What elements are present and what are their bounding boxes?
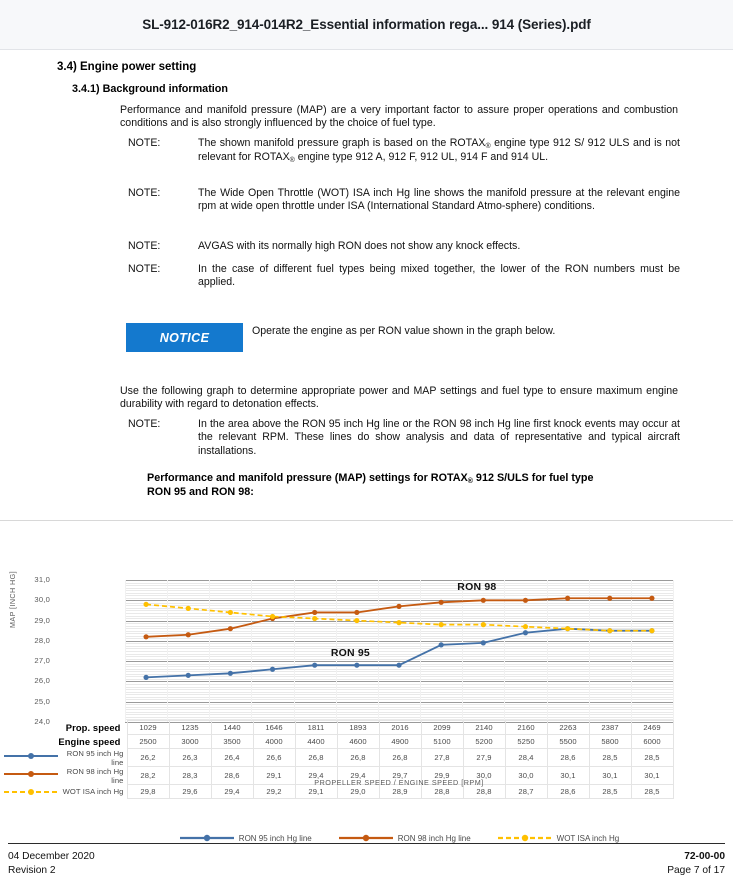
table-cell: 28,7 (505, 785, 547, 799)
table-cell: 1811 (295, 721, 337, 735)
chart-marker (312, 610, 317, 615)
chart-y-tick-label: 30,0 (34, 595, 50, 605)
footer-date: 04 December 2020 (8, 851, 95, 862)
chart-y-tick-label: 31,0 (34, 575, 50, 584)
legend-swatch-icon (2, 749, 60, 763)
footer-revision: Revision 2 (8, 865, 56, 876)
chart-marker (354, 663, 359, 668)
note-label: NOTE: (128, 418, 161, 430)
note-text: The shown manifold pressure graph is based on the $ROTAX_®$ engine type 912 S/ 912 ULS and is not relevant for $ROTAX_®$ engine type 912 A, 912 F, 912 UL, 914 F and 914 UL. (198, 137, 680, 165)
table-cell: 27,9 (463, 749, 505, 767)
table-cell: 28,5 (589, 785, 631, 799)
table-cell: 29,6 (169, 785, 211, 799)
table-cell: 5200 (463, 735, 505, 749)
chart-y-tick-label: 29,0 (34, 615, 50, 625)
table-row-label (0, 749, 127, 767)
table-cell: 4000 (253, 735, 295, 749)
table-cell: 26,4 (211, 749, 253, 767)
chart-marker (143, 675, 148, 680)
table-cell: 2140 (463, 721, 505, 735)
note-text: In the area above the RON 95 inch Hg line or the RON 98 inch Hg line first knock events may occur at the relevant RPM. These lines do show analysis and data of representative and typical aircraft installations. (198, 418, 680, 457)
note-label: NOTE: (128, 240, 161, 252)
map-chart-figure (0, 520, 733, 843)
chart-annotation-ron98: RON 98 (457, 581, 497, 594)
note-text: The Wide Open Throttle (WOT) ISA inch Hg line shows the manifold pressure at the relevant engine rpm at wide open throttle under ISA (International Standard Atmo-sphere) conditions. (198, 187, 680, 213)
chart-marker (481, 622, 486, 627)
notice-text: Operate the engine as per RON value shown in the graph below. (252, 325, 556, 337)
table-cell: 28,5 (631, 785, 673, 799)
chart-annotation-ron95: RON 95 (330, 647, 370, 660)
chart-series-layer (125, 580, 673, 722)
chart-marker (565, 596, 570, 601)
table-cell: 29,1 (253, 767, 295, 785)
footer-rule (8, 843, 725, 844)
intro-paragraph: Performance and manifold pressure (MAP) are a very important factor to assure proper operations and combustion conditions and is also strongly influenced by the choice of fuel type. (120, 104, 678, 130)
table-cell: 28,2 (127, 767, 169, 785)
chart-marker (523, 630, 528, 635)
table-cell: 28,6 (211, 767, 253, 785)
table-cell: 2016 (379, 721, 421, 735)
table-cell: 30,0 (505, 767, 547, 785)
note-text: AVGAS with its normally high RON does not show any knock effects. (198, 240, 521, 252)
table-cell: 30,0 (463, 767, 505, 785)
table-cell: 2263 (547, 721, 589, 735)
table-cell: 2500 (127, 735, 169, 749)
chart-marker (439, 600, 444, 605)
note-label: NOTE: (128, 187, 161, 199)
chart-marker (354, 618, 359, 623)
pdf-file-title: SL-912-016R2_914-014R2_Essential information rega... 914 (Series).pdf (142, 17, 591, 32)
table-row-label-text: RON 95 inch Hg line (66, 748, 124, 767)
table-cell: 28,9 (379, 785, 421, 799)
chart-marker (270, 667, 275, 672)
chart-marker (396, 663, 401, 668)
chart-marker (481, 598, 486, 603)
table-cell: 1235 (169, 721, 211, 735)
table-cell: 1893 (337, 721, 379, 735)
table-cell: 29,2 (253, 785, 295, 799)
legend-item-label: WOT ISA inch Hg (556, 833, 620, 843)
table-row-label: Prop. speed (65, 722, 121, 733)
legend-item-label: RON 95 inch Hg line (238, 833, 312, 843)
note-label: NOTE: (128, 137, 161, 149)
chart-marker (228, 671, 233, 676)
table-cell: 2469 (631, 721, 673, 735)
chart-y-tick-label: 26,0 (34, 676, 50, 686)
chart-marker (312, 663, 317, 668)
chart-marker (523, 598, 528, 603)
table-cell: 5800 (589, 735, 631, 749)
chart-marker (523, 624, 528, 629)
table-cell: 2160 (505, 721, 547, 735)
notice-label: NOTICE (159, 330, 210, 345)
table-row-label-text: RON 98 inch Hg line (66, 766, 124, 785)
table-cell: 28,8 (463, 785, 505, 799)
chart-marker (143, 634, 148, 639)
chart-x-axis-title: PROPELLER SPEED / ENGINE SPEED [RPM] (314, 778, 484, 787)
note-text: In the case of different fuel types being mixed together, the lower of the RON numbers must be applied. (198, 263, 680, 289)
table-cell: 27,8 (421, 749, 463, 767)
figure-caption-line-2: RON 95 and RON 98: (147, 486, 254, 498)
table-cell: 29,1 (295, 785, 337, 799)
legend-item-label: RON 98 inch Hg line (397, 833, 471, 843)
table-cell: 30,1 (589, 767, 631, 785)
chart-marker (186, 673, 191, 678)
table-cell: 29,7 (379, 767, 421, 785)
chart-marker (439, 642, 444, 647)
table-cell: 28,8 (421, 785, 463, 799)
table-cell: 28,6 (547, 749, 589, 767)
table-cell: 26,8 (379, 749, 421, 767)
document-page (0, 50, 733, 885)
chart-marker (354, 610, 359, 615)
table-row (0, 735, 673, 749)
table-cell: 29,4 (295, 767, 337, 785)
note-label: NOTE: (128, 263, 161, 275)
section-heading-3-4: 3.4) Engine power setting (57, 61, 197, 73)
legend-swatch-icon (2, 767, 60, 781)
chart-marker (439, 622, 444, 627)
table-cell: 26,3 (169, 749, 211, 767)
table-cell: 28,5 (589, 749, 631, 767)
chart-marker (607, 596, 612, 601)
table-cell: 1646 (253, 721, 295, 735)
table-row (0, 721, 673, 735)
chart-y-tick-label: 24,0 (34, 717, 50, 726)
table-cell: 26,2 (127, 749, 169, 767)
table-cell: 30,1 (631, 767, 673, 785)
footer-right (667, 850, 725, 878)
table-cell: 5100 (421, 735, 463, 749)
table-row-label (0, 785, 127, 799)
table-cell: 29,4 (337, 767, 379, 785)
table-cell: 1029 (127, 721, 169, 735)
chart-marker (649, 596, 654, 601)
chart-marker (396, 620, 401, 625)
table-cell: 28,3 (169, 767, 211, 785)
notice-badge (126, 323, 243, 352)
chart-plot-area (125, 580, 673, 722)
chart-marker (228, 626, 233, 631)
chart-y-tick-label: 25,0 (34, 696, 50, 706)
chart-marker (186, 606, 191, 611)
chart-marker (565, 626, 570, 631)
figure-top-rule (0, 520, 733, 521)
table-cell: 6000 (631, 735, 673, 749)
chart-line-0 (146, 629, 652, 678)
table-cell: 26,8 (337, 749, 379, 767)
table-cell: 29,9 (421, 767, 463, 785)
footer-left (8, 850, 95, 878)
table-cell: 4600 (337, 735, 379, 749)
chart-marker (228, 610, 233, 615)
footer-doc-number: 72-00-00 (684, 851, 725, 862)
chart-marker (649, 628, 654, 633)
table-cell: 2099 (421, 721, 463, 735)
chart-marker (143, 602, 148, 607)
chart-marker (481, 640, 486, 645)
footer-page-number: Page 7 of 17 (667, 865, 725, 876)
table-cell: 3000 (169, 735, 211, 749)
table-cell: 29,4 (211, 785, 253, 799)
table-cell: 26,6 (253, 749, 295, 767)
usage-paragraph: Use the following graph to determine appropriate power and MAP settings and fuel type to ensure maximum engine durability with regard to detonation effects. (120, 385, 678, 411)
chart-marker (607, 628, 612, 633)
table-cell: 4400 (295, 735, 337, 749)
table-cell: 1440 (211, 721, 253, 735)
chart-marker (270, 614, 275, 619)
table-cell: 26,8 (295, 749, 337, 767)
table-row (0, 749, 673, 767)
chart-y-axis-title: MAP [INCH HG] (8, 571, 17, 628)
table-cell: 3500 (211, 735, 253, 749)
table-cell: 28,6 (547, 785, 589, 799)
table-cell: 29,0 (337, 785, 379, 799)
table-cell: 5250 (505, 735, 547, 749)
table-cell: 30,1 (547, 767, 589, 785)
table-row-label: Engine speed (58, 736, 121, 747)
chart-marker (396, 604, 401, 609)
table-cell: 28,5 (631, 749, 673, 767)
pdf-viewer-header (0, 0, 733, 50)
page-footer (8, 850, 725, 884)
chart-y-tick-label: 28,0 (34, 635, 50, 645)
figure-caption-line-1: Performance and manifold pressure (MAP) settings for $ROTAX_®$ 912 S/ULS for fuel type (147, 472, 594, 485)
table-cell: 29,8 (127, 785, 169, 799)
table-cell: 4900 (379, 735, 421, 749)
chart-marker (186, 632, 191, 637)
table-row-label-text: WOT ISA inch Hg (62, 787, 124, 796)
table-cell: 5500 (547, 735, 589, 749)
chart-marker (312, 616, 317, 621)
table-row-label (0, 767, 127, 785)
section-heading-3-4-1: 3.4.1) Background information (72, 83, 228, 95)
chart-data-table (0, 720, 733, 799)
legend-swatch-icon (2, 785, 60, 799)
table-cell: 28,4 (505, 749, 547, 767)
chart-y-tick-label: 27,0 (34, 656, 50, 666)
table-cell: 2387 (589, 721, 631, 735)
